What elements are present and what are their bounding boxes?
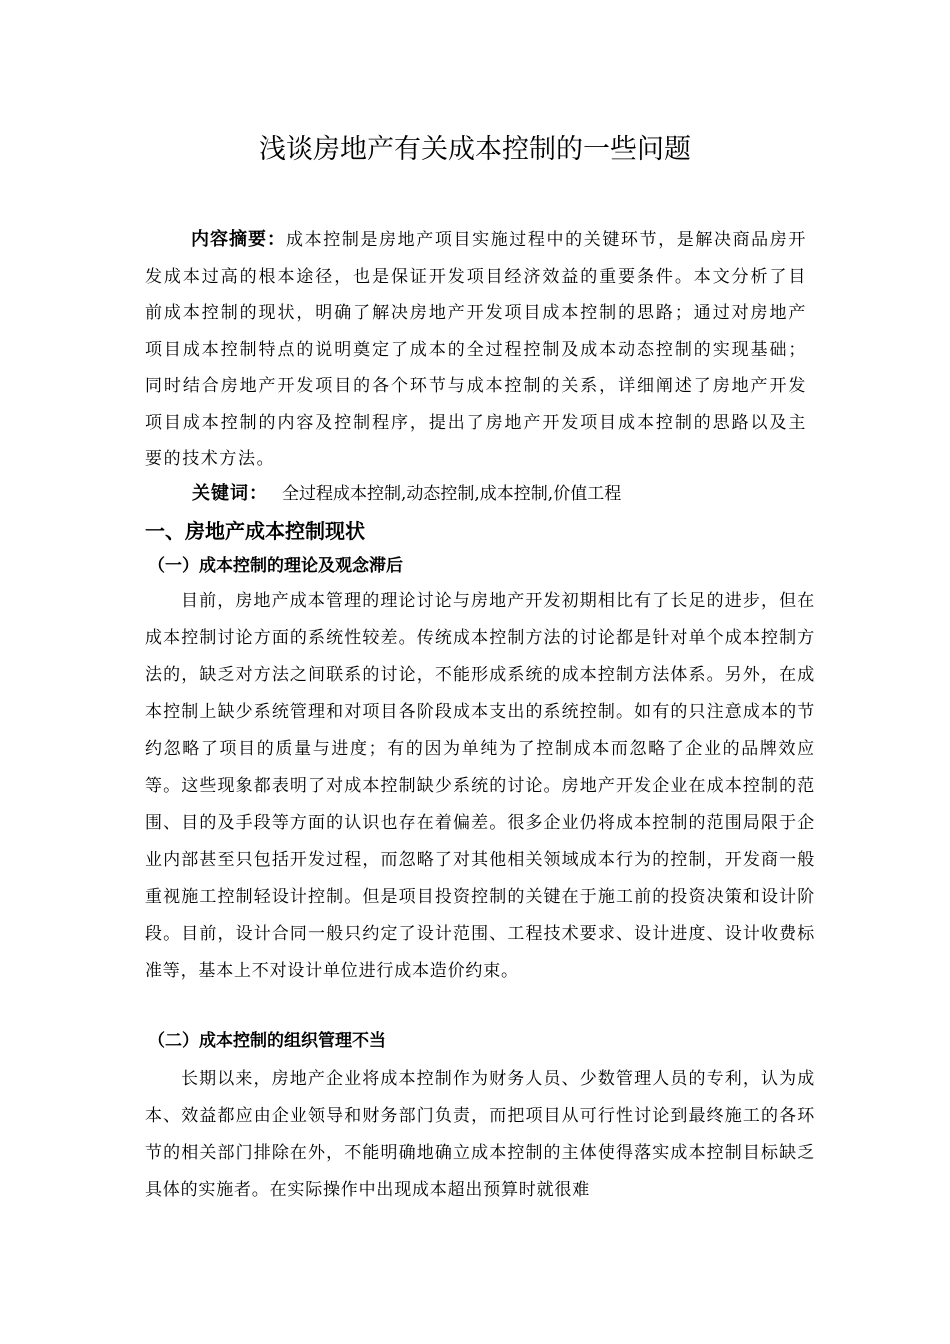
abstract-paragraph bbox=[145, 222, 807, 478]
abstract-label: 内容摘要： bbox=[191, 229, 287, 250]
keywords-text: 全过程成本控制,动态控制,成本控制,价值工程 bbox=[282, 484, 622, 504]
keywords-line bbox=[192, 478, 621, 510]
subsection-1-paragraph: 目前，房地产成本管理的理论讨论与房地产开发初期相比有了长足的进步，但在成本控制讨论方面的系统性较差。传统成本控制方法的讨论都是针对单个成本控制方法的，缺乏对方法之间联系的讨论，不能形成系统的成本控制方法体系。另外，在成本控制上缺少系统管理和对项目各阶段成本支出的系统控制。如有的只注意成本的节约忽略了项目的质量与进度；有的因为单纯为了控制成本而忽略了企业的品牌效应等。这些现象都表明了对成本控制缺少系统的讨论。房地产开发企业在成本控制的范围、目的及手段等方面的认识也存在着偏差。很多企业仍将成本控制的范围局限于企业内部甚至只包括开发过程，而忽略了对其他相关领域成本行为的控制，开发商一般重视施工控制轻设计控制。但是项目投资控制的关键在于施工前的投资决策和设计阶段。目前，设计合同一般只约定了设计范围、工程技术要求、设计进度、设计收费标准等，基本上不对设计单位进行成本造价约束。 bbox=[145, 591, 815, 981]
section-heading-1: 一、房地产成本控制现状 bbox=[145, 519, 365, 543]
subsection-heading-1: （一）成本控制的理论及观念滞后 bbox=[148, 556, 403, 576]
subsection-2-paragraph: 长期以来，房地产企业将成本控制作为财务人员、少数管理人员的专利，认为成本、效益都应由企业领导和财务部门负责，而把项目从可行性讨论到最终施工的各环节的相关部门排除在外，不能明确地确立成本控制的主体使得落实成本控制目标缺乏具体的实施者。在实际操作中出现成本超出预算时就很难 bbox=[145, 1069, 815, 1200]
document-title: 浅谈房地产有关成本控制的一些问题 bbox=[259, 134, 691, 165]
subsection-heading-2: （二）成本控制的组织管理不当 bbox=[148, 1031, 386, 1051]
abstract-text: 成本控制是房地产项目实施过程中的关键环节，是解决商品房开发成本过高的根本途径，也是保证开发项目经济效益的重要条件。本文分析了目前成本控制的现状，明确了解决房地产开发项目成本控制的思路；通过对房地产项目成本控制特点的说明奠定了成本的全过程控制及成本动态控制的实现基础；同时结合房地产开发项目的各个环节与成本控制的关系，详细阐述了房地产开发项目成本控制的内容及控制程序，提出了房地产开发项目成本控制的思路以及主要的技术方法。 bbox=[145, 230, 807, 469]
keywords-label: 关键词： bbox=[192, 483, 268, 504]
